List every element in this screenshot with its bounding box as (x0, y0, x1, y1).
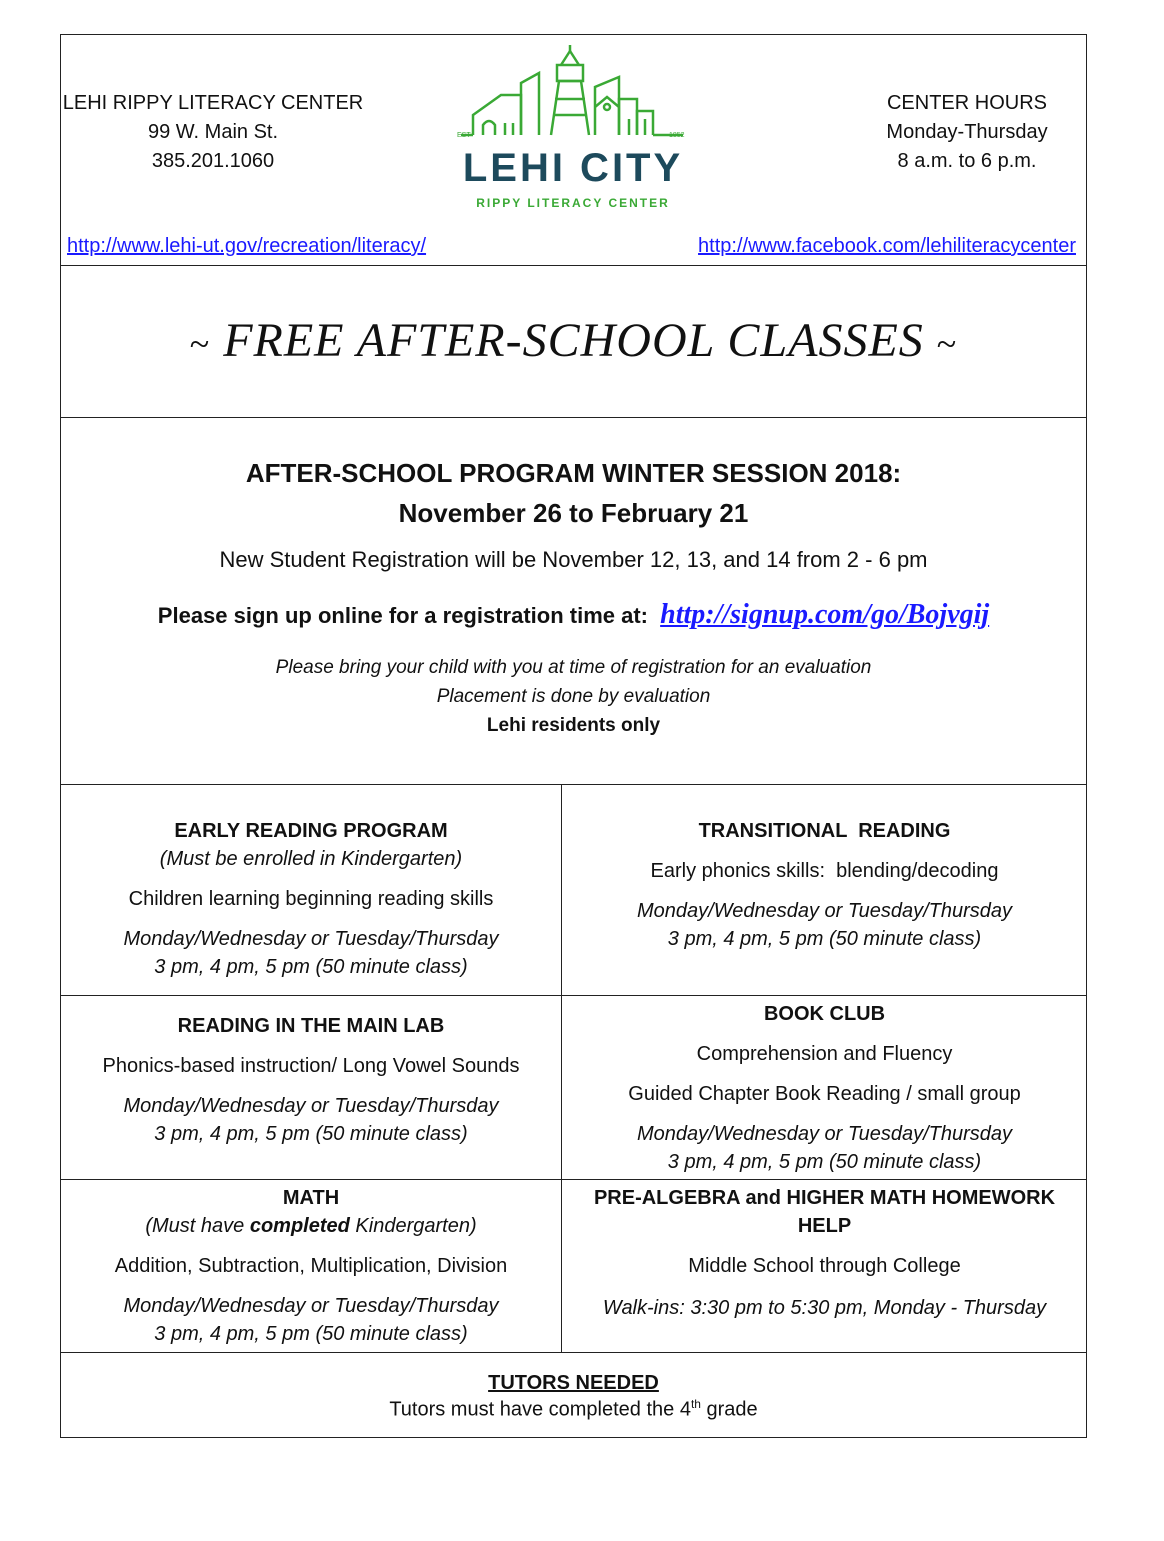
hours-times: 8 a.m. to 6 p.m. (897, 150, 1037, 172)
divider (61, 1179, 1086, 1180)
hours-days: Monday-Thursday (886, 121, 1048, 143)
logo-name: LEHI CITY (462, 146, 684, 190)
program-title: BOOK CLUB (763, 1003, 886, 1025)
banner-tilde-right: ~ (936, 324, 958, 364)
tutors-text-prefix: Tutors must have completed the 4 (389, 1398, 691, 1421)
program-schedule (561, 1120, 1088, 1176)
flyer-page (60, 34, 1087, 1438)
signup-link[interactable]: http://signup.com/go/Bojvgij (660, 599, 990, 630)
divider (61, 265, 1086, 266)
divider (61, 784, 1086, 785)
literacy-website-link[interactable]: http://www.lehi-ut.gov/recreation/literacy/ (67, 235, 427, 257)
program-schedule (61, 1292, 561, 1348)
divider (61, 995, 1086, 996)
req-prefix: (Must have (145, 1215, 250, 1237)
logo-est: EST (457, 132, 471, 139)
signup-prefix: Please sign up online for a registration time at: (157, 603, 649, 628)
tutors-text (61, 1397, 1086, 1422)
program-description: Phonics-based instruction/ Long Vowel Sounds (102, 1055, 520, 1077)
program-main-lab (61, 1012, 561, 1148)
program-pre-algebra (576, 1184, 1073, 1322)
program-description: Children learning beginning reading skills (128, 888, 494, 910)
logo-year: 1852 (669, 132, 685, 139)
center-phone: 385.201.1060 (151, 150, 275, 172)
req-bold: completed (249, 1215, 350, 1237)
center-street: 99 W. Main St. (147, 121, 279, 143)
program-description-2: Guided Chapter Book Reading / small group (628, 1083, 1021, 1105)
program-times: 3 pm, 4 pm, 5 pm (50 minute class) (667, 928, 982, 950)
program-early-reading (61, 817, 561, 981)
program-description: Comprehension and Fluency (696, 1043, 953, 1065)
program-days: Monday/Wednesday or Tuesday/Thursday (636, 1123, 1012, 1145)
banner-title (61, 313, 1086, 368)
lehi-city-logo (443, 43, 703, 213)
divider (61, 1352, 1086, 1353)
header-links (67, 235, 1076, 258)
program-requirement: (Must be enrolled in Kindergarten) (159, 848, 463, 870)
session-info (61, 453, 1086, 740)
tutors-title: TUTORS NEEDED (488, 1372, 659, 1394)
program-times: 3 pm, 4 pm, 5 pm (50 minute class) (154, 1123, 468, 1145)
program-description: Addition, Subtraction, Multiplication, Division (114, 1255, 508, 1277)
program-days: Monday/Wednesday or Tuesday/Thursday (636, 900, 1012, 922)
note-placement: Placement is done by evaluation (436, 686, 711, 707)
program-title: PRE-ALGEBRA and HIGHER MATH HOMEWORK HELP (593, 1187, 1056, 1237)
session-dates: November 26 to February 21 (398, 498, 749, 528)
residents-only: Lehi residents only (486, 715, 661, 736)
program-title: TRANSITIONAL READING (698, 820, 951, 842)
program-description: Middle School through College (688, 1255, 961, 1277)
facebook-link[interactable]: http://www.facebook.com/lehiliteracycenter (698, 235, 1076, 257)
program-days: Monday/Wednesday or Tuesday/Thursday (123, 928, 499, 950)
program-days: Monday/Wednesday or Tuesday/Thursday (123, 1095, 499, 1117)
program-days: Monday/Wednesday or Tuesday/Thursday (123, 1295, 499, 1317)
center-hours (857, 89, 1077, 176)
divider (61, 417, 1086, 418)
tutors-text-sup: th (690, 1397, 701, 1411)
program-title: EARLY READING PROGRAM (174, 820, 448, 842)
program-book-club (561, 1000, 1088, 1176)
center-name: LEHI RIPPY LITERACY CENTER (62, 92, 364, 114)
program-transitional-reading (561, 817, 1088, 953)
session-title: AFTER-SCHOOL PROGRAM WINTER SESSION 2018: (245, 458, 902, 488)
note-bring-child: Please bring your child with you at time of registration for an evaluation (275, 657, 872, 678)
banner-tilde-left: ~ (189, 324, 211, 364)
tutors-needed (61, 1369, 1086, 1422)
program-schedule (61, 925, 561, 981)
tutors-text-suffix: grade (700, 1398, 758, 1421)
banner-text: FREE AFTER-SCHOOL CLASSES (223, 314, 924, 367)
program-title: MATH (282, 1187, 340, 1209)
program-walkins: Walk-ins: 3:30 pm to 5:30 pm, Monday - Thursday (602, 1297, 1047, 1319)
program-math (61, 1184, 561, 1348)
signup-line (61, 599, 1086, 631)
program-title: READING IN THE MAIN LAB (177, 1015, 445, 1037)
program-times: 3 pm, 4 pm, 5 pm (50 minute class) (667, 1151, 982, 1173)
program-times: 3 pm, 4 pm, 5 pm (50 minute class) (154, 956, 468, 978)
hours-title: CENTER HOURS (886, 92, 1047, 114)
program-schedule (61, 1092, 561, 1148)
registration-dates: New Student Registration will be November 12, 13, and 14 from 2 - 6 pm (219, 547, 928, 572)
req-suffix: Kindergarten) (349, 1215, 477, 1237)
center-address (61, 89, 365, 176)
program-requirement (61, 1212, 561, 1240)
evaluation-note (61, 653, 1086, 711)
program-description: Early phonics skills: blending/decoding (650, 860, 999, 882)
program-schedule (561, 897, 1088, 953)
logo-tagline: RIPPY LITERACY CENTER (476, 196, 670, 210)
program-times: 3 pm, 4 pm, 5 pm (50 minute class) (154, 1323, 468, 1345)
